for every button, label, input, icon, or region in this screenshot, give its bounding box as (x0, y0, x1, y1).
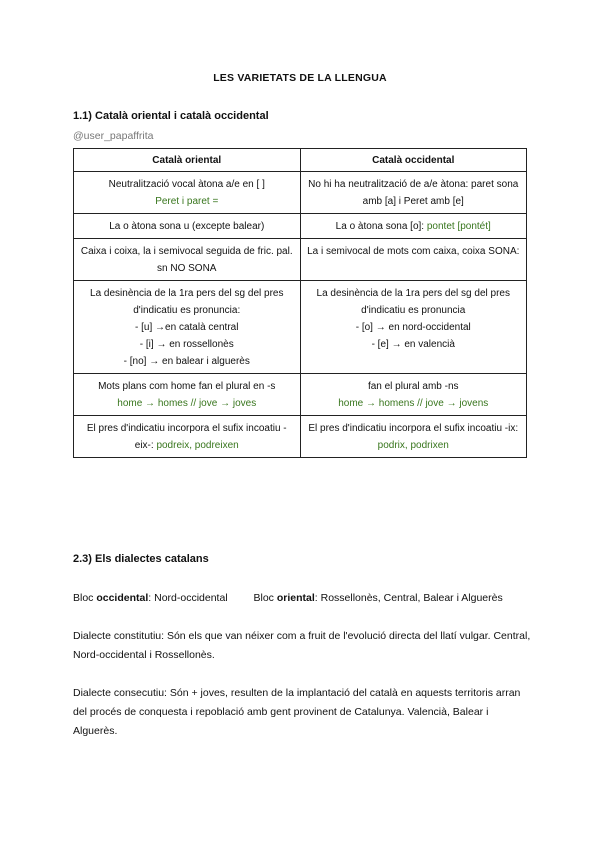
cell-oriental (74, 281, 301, 374)
table-header-row (74, 149, 527, 172)
cell-occidental (300, 416, 527, 458)
list-item: - [o] → en nord-occidental (355, 322, 471, 333)
cell-text: La desinència de la 1ra pers del sg del pres d'indicatiu es pronuncia (316, 288, 510, 316)
bloc-occidental (73, 592, 228, 604)
cell-text: No hi ha neutralització de a/e àtona: paret sona amb [a] i Peret amb [e] (308, 179, 519, 207)
list-item: - [e] → en valencià (371, 339, 455, 350)
cell-oriental (74, 239, 301, 281)
header-oriental: Català oriental (74, 149, 301, 172)
section-heading-1: 1.1) Català oriental i català occidental (73, 110, 269, 122)
cell-example: home → homes // jove → joves (117, 398, 257, 409)
cell-text: El pres d'indicatiu incorpora el sufix incoatiu -eix-: (86, 423, 287, 451)
bloc-occidental-list: : Nord-occidental (148, 592, 228, 604)
cell-occidental (300, 172, 527, 214)
list-item: - [no] → en balear i alguerès (123, 356, 250, 367)
document-title: LES VARIETATS DE LA LLENGUA (213, 72, 387, 84)
cell-text: La desinència de la 1ra pers del sg del pres d'indicatiu es pronuncia: (90, 288, 284, 316)
bloc-prefix: Bloc (253, 592, 277, 604)
cell-text: El pres d'indicatiu incorpora el sufix incoatiu -ix: (308, 423, 519, 434)
list-item: - [i] → en rossellonès (139, 339, 234, 350)
bloc-oriental-label: oriental (276, 592, 315, 604)
table-row (74, 214, 527, 239)
cell-oriental (74, 416, 301, 458)
bloc-occidental-label: occidental (96, 592, 149, 604)
table-row (74, 416, 527, 458)
cell-text: La o àtona sona [o]: (335, 221, 427, 232)
cell-example: Peret i paret = (155, 196, 219, 207)
table-row (74, 172, 527, 214)
cell-oriental (74, 374, 301, 416)
cell-oriental (74, 214, 301, 239)
cell-text: La o àtona sona u (excepte balear) (109, 221, 265, 232)
author-handle: @user_papaffrita (73, 130, 154, 142)
cell-text: La i semivocal de mots com caixa, coixa SONA: (307, 246, 520, 257)
bloc-oriental (254, 592, 503, 604)
section-heading-2: 2.3) Els dialectes catalans (73, 553, 209, 565)
cell-text: Mots plans com home fan el plural en -s (98, 381, 276, 392)
header-occidental: Català occidental (300, 149, 527, 172)
cell-text: Neutralització vocal àtona a/e en [ ] (108, 179, 265, 190)
table-row (74, 239, 527, 281)
cell-example: podrix, podrixen (377, 440, 449, 451)
cell-occidental (300, 239, 527, 281)
cell-oriental (74, 172, 301, 214)
cell-occidental (300, 281, 527, 374)
bloc-prefix: Bloc (73, 592, 97, 604)
bloc-oriental-list: : Rossellonès, Central, Balear i Alguerès (314, 592, 503, 604)
bloc-line (73, 589, 543, 608)
table-row (74, 281, 527, 374)
cell-example: podreix, podreixen (156, 440, 239, 451)
cell-text: fan el plural amb -ns (367, 381, 459, 392)
list-item: - [u] →en català central (135, 322, 239, 333)
table-row (74, 374, 527, 416)
cell-occidental (300, 374, 527, 416)
paragraph-constitutiu: Dialecte constitutiu: Són els que van néixer com a fruit de l'evolució directa del llatí vulgar. Central, Nord-occidental i Rossellonès. (73, 630, 531, 661)
comparison-table (73, 148, 527, 458)
cell-occidental (300, 214, 527, 239)
cell-text: Caixa i coixa, la i semivocal seguida de fric. pal. sn NO SONA (80, 246, 293, 274)
cell-example: pontet [pontét] (426, 221, 491, 232)
paragraph-consecutiu: Dialecte consecutiu: Són + joves, resulten de la implantació del català en aquests territoris arran del procés de conquesta i repoblació amb gent provinent de Catalunya. Valencià, Balear i Alguerès. (73, 687, 521, 737)
cell-example: home → homens // jove → jovens (338, 398, 489, 409)
